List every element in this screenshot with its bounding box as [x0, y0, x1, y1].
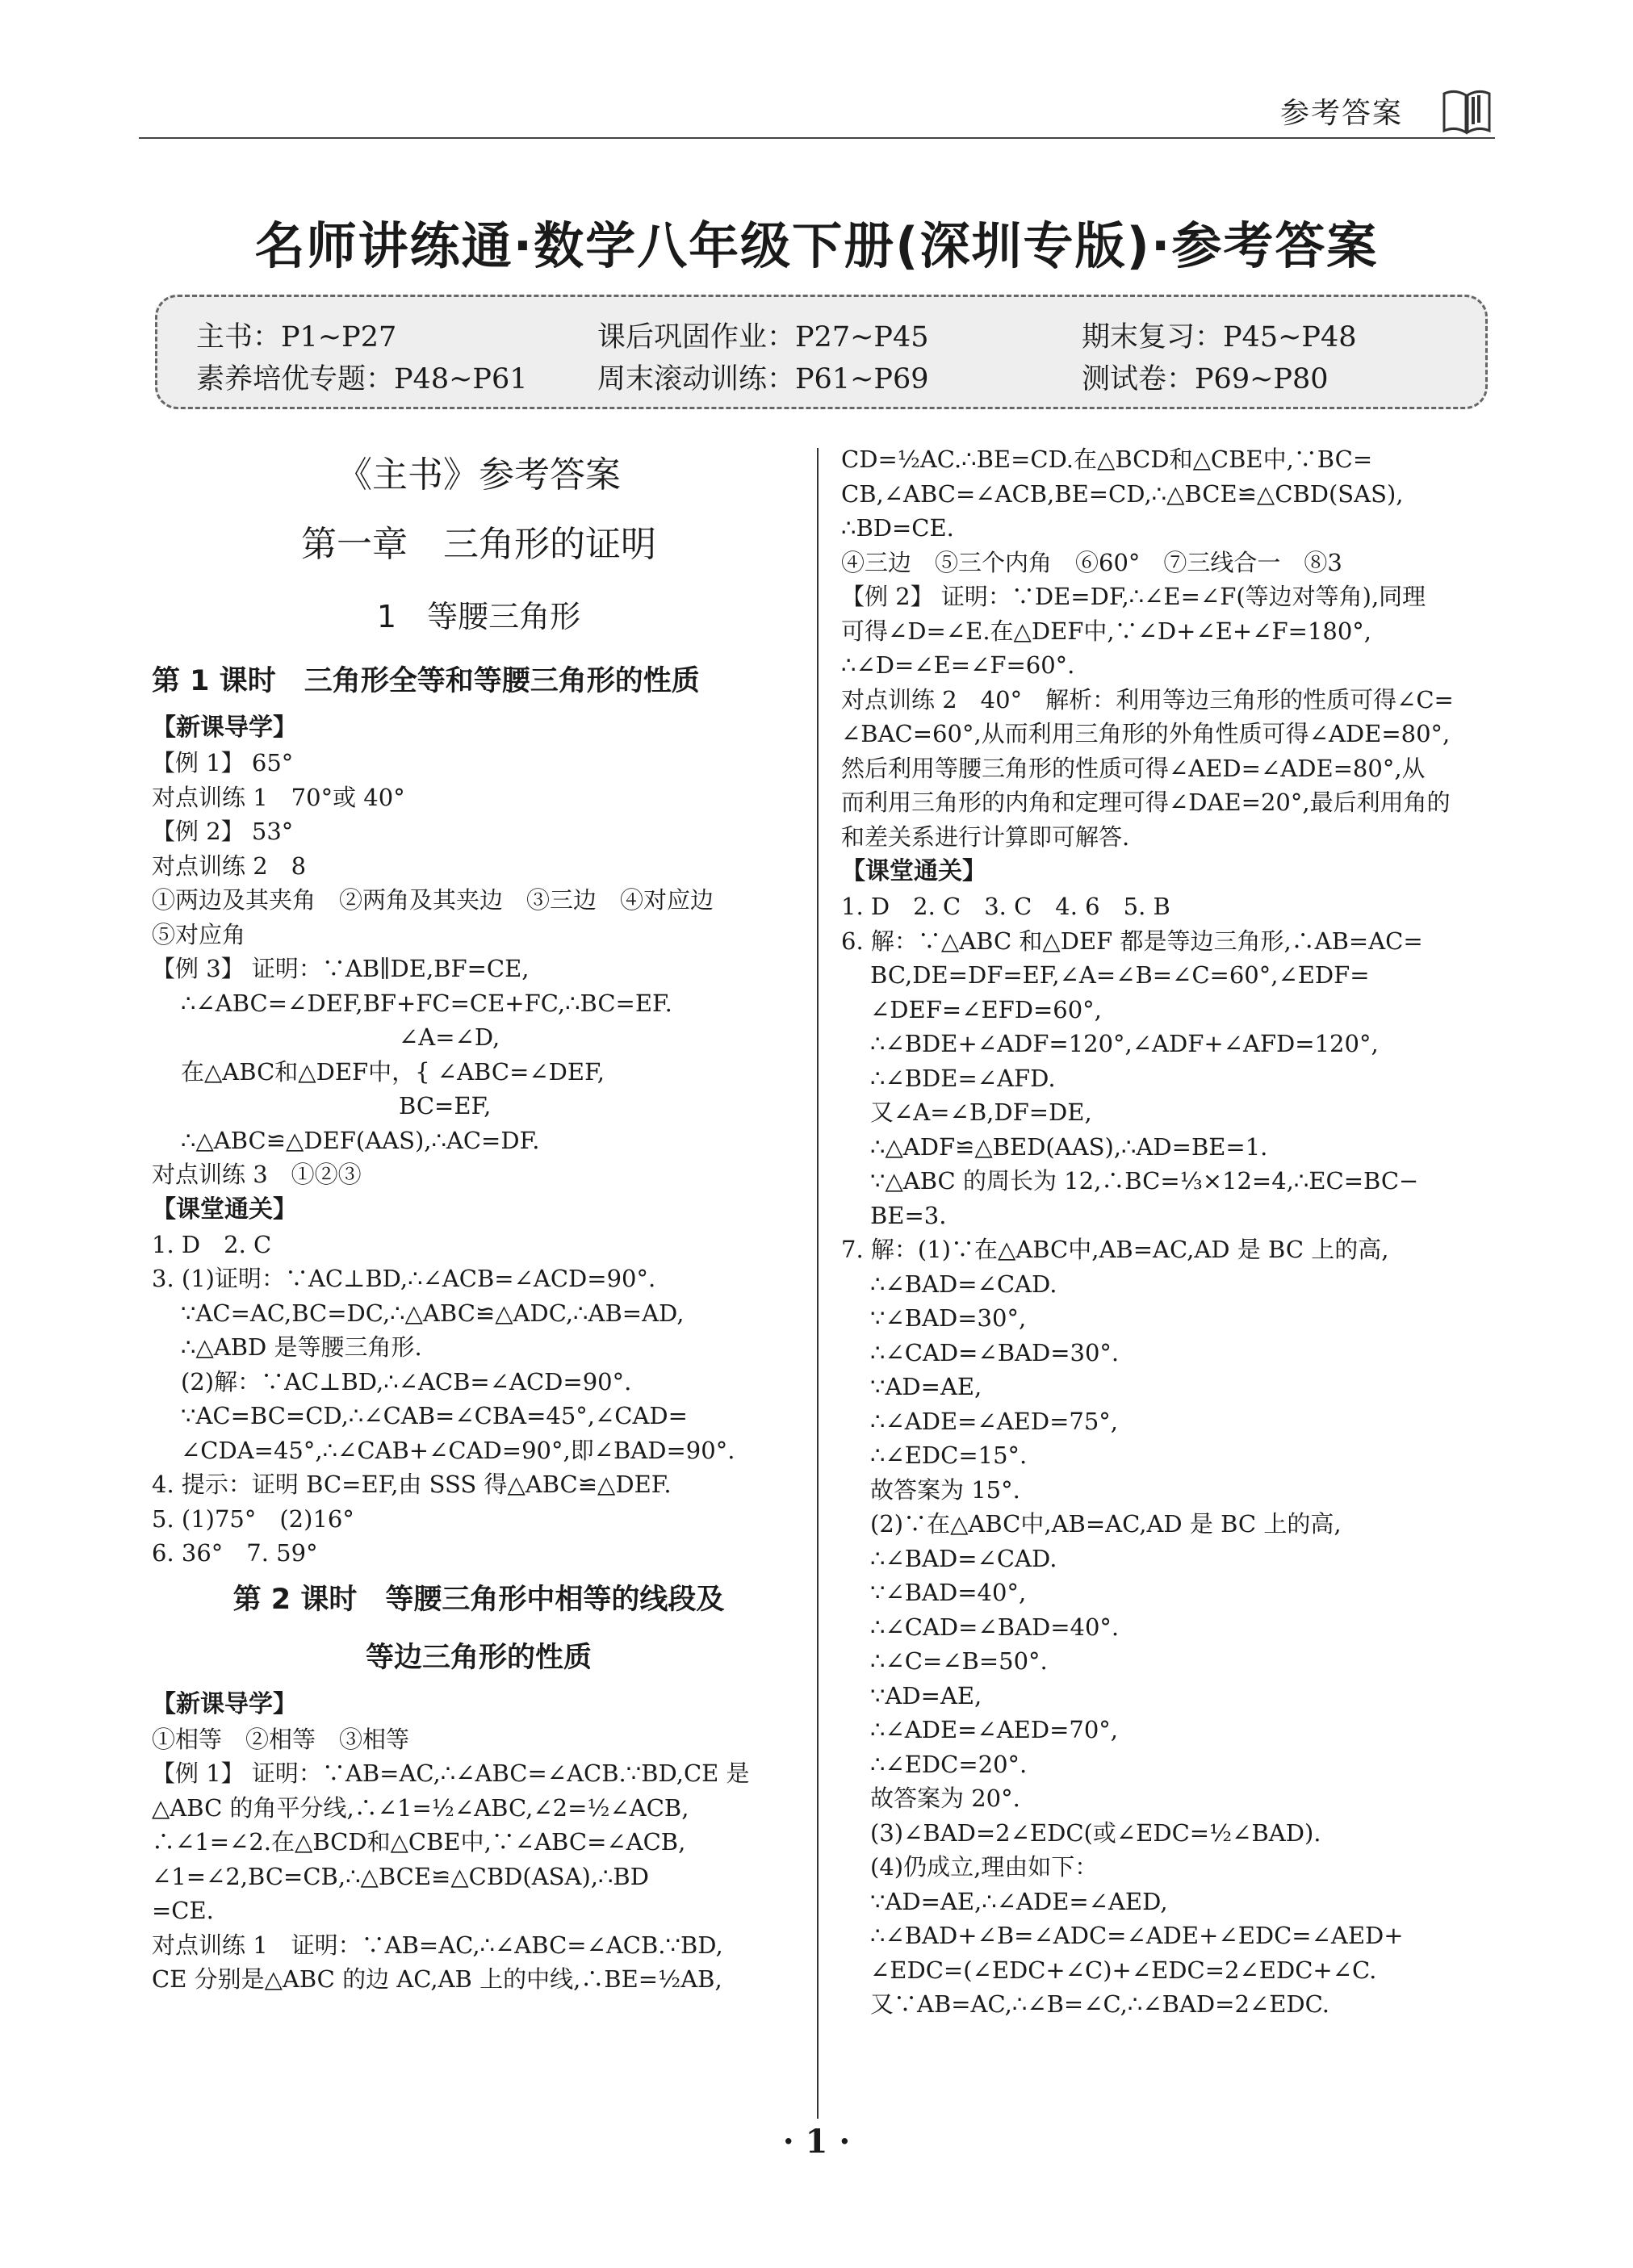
answer-line: 在△ABC和△DEF中，{ ∠ABC=∠DEF,	[181, 1057, 605, 1086]
book-icon	[1441, 87, 1493, 137]
answer-line: BC=EF,	[399, 1092, 492, 1119]
section-heading: 第一章 三角形的证明	[301, 524, 656, 565]
answer-line: ∴∠D=∠E=∠F=60°.	[841, 651, 1075, 679]
subheading: 【新课导学】	[152, 1689, 297, 1718]
answer-line: CD=½AC.∴BE=CD.在△BCD和△CBE中,∵BC=	[841, 446, 1373, 473]
answer-line: 3. (1)证明：∵AC⊥BD,∴∠ACB=∠ACD=90°.	[152, 1265, 656, 1292]
answer-line: (2)解：∵AC⊥BD,∴∠ACB=∠ACD=90°.	[181, 1367, 632, 1396]
left-column	[152, 442, 806, 1997]
answer-line: ①相等 ②相等 ③相等	[152, 1725, 410, 1753]
answer-line: 又∵AB=AC,∴∠B=∠C,∴∠BAD=2∠EDC.	[870, 1990, 1329, 2018]
answer-line: 对点训练 2 8	[152, 852, 307, 880]
answer-line: CB,∠ABC=∠ACB,BE=CD,∴△BCE≌△CBD(SAS),	[841, 479, 1404, 508]
answer-line: ∵AC=AC,BC=DC,∴△ABC≌△ADC,∴AB=AD,	[181, 1299, 685, 1327]
section-heading: 1 等腰三角形	[376, 599, 581, 634]
answer-line: 6. 36° 7. 59°	[152, 1539, 318, 1567]
answer-line: ∵AD=AE,∴∠ADE=∠AED,	[870, 1887, 1168, 1915]
answer-line: 可得∠D=∠E.在△DEF中,∵∠D+∠E+∠F=180°,	[841, 617, 1372, 645]
answer-line: ∴∠CAD=∠BAD=40°.	[870, 1613, 1120, 1641]
answer-line: ∴∠EDC=20°.	[870, 1750, 1028, 1778]
subheading: 【新课导学】	[152, 713, 297, 742]
answer-line: ∴∠CAD=∠BAD=30°.	[870, 1338, 1120, 1366]
answer-line: ∵∠BAD=30°,	[870, 1304, 1027, 1332]
index-special: 素养培优专题：P48~P61	[196, 363, 528, 395]
answer-line: ∴∠BDE=∠AFD.	[870, 1064, 1056, 1092]
answer-line: ∠EDC=(∠EDC+∠C)+∠EDC=2∠EDC+∠C.	[870, 1956, 1377, 1984]
answer-line: ①两边及其夹角 ②两角及其夹边 ③三边 ④对应边	[152, 886, 714, 914]
answer-line: ∴∠1=∠2.在△BCD和△CBE中,∵∠ABC=∠ACB,	[152, 1828, 686, 1856]
right-column	[841, 442, 1495, 2022]
answer-line: =CE.	[152, 1897, 214, 1924]
answer-line: ∴∠BAD=∠CAD.	[870, 1544, 1057, 1572]
answer-line: (2)∵在△ABC中,AB=AC,AD 是 BC 上的高,	[870, 1510, 1342, 1538]
answer-line: 【例 2】 53°	[152, 818, 294, 845]
answer-line: ∴∠BAD=∠CAD.	[870, 1270, 1057, 1298]
section-heading: 第 2 课时 等腰三角形中相等的线段及	[232, 1583, 725, 1616]
answer-line: ∵△ABC 的周长为 12,∴BC=⅓×12=4,∴EC=BC−	[870, 1167, 1419, 1195]
answer-line: 【例 3】 证明：∵AB∥DE,BF=CE,	[152, 955, 530, 982]
section-heading: 第 1 课时 三角形全等和等腰三角形的性质	[152, 665, 700, 697]
answer-line: ∴△ABD 是等腰三角形.	[181, 1333, 422, 1361]
answer-line: 又∠A=∠B,DF=DE,	[870, 1098, 1092, 1126]
subheading: 【课堂通关】	[152, 1195, 297, 1224]
column-divider	[817, 448, 819, 2119]
index-homework: 课后巩固作业：P27~P45	[597, 321, 929, 354]
answer-line: ∴△ABC≌△DEF(AAS),∴AC=DF.	[181, 1126, 540, 1154]
answer-line: 7. 解：(1)∵在△ABC中,AB=AC,AD 是 BC 上的高,	[841, 1236, 1389, 1263]
page-number: · 1 ·	[782, 2123, 851, 2161]
answer-line: ∴∠BAD+∠B=∠ADC=∠ADE+∠EDC=∠AED+	[870, 1922, 1404, 1949]
answer-line: ∵AC=BC=CD,∴∠CAB=∠CBA=45°,∠CAD=	[181, 1402, 688, 1429]
section-heading: 《主书》参考答案	[337, 454, 621, 496]
answer-line: 故答案为 20°.	[870, 1785, 1020, 1812]
answer-line: 6. 解：∵△ABC 和△DEF 都是等边三角形,∴AB=AC=	[841, 927, 1423, 955]
answer-line: 和差关系进行计算即可解答.	[841, 822, 1130, 851]
answer-line: ∴△ADF≌△BED(AAS),∴AD=BE=1.	[870, 1132, 1268, 1161]
answer-line: 【例 1】 65°	[152, 749, 294, 776]
answer-line: 1. D 2. C	[152, 1230, 272, 1258]
answer-line: ∴∠ABC=∠DEF,BF+FC=CE+FC,∴BC=EF.	[181, 989, 672, 1017]
answer-line: (4)仍成立,理由如下：	[870, 1853, 1099, 1881]
answer-line: ∠DEF=∠EFD=60°,	[870, 995, 1102, 1023]
subheading: 【课堂通关】	[841, 857, 986, 885]
answer-line: 5. (1)75° (2)16°	[152, 1504, 354, 1533]
answer-line: ∠BAC=60°,从而利用三角形的外角性质可得∠ADE=80°,	[841, 720, 1451, 747]
answer-line: ∴∠C=∠B=50°.	[870, 1647, 1048, 1675]
answer-line: ∵AD=AE,	[870, 1681, 982, 1709]
index-weekend: 周末滚动训练：P61~P69	[597, 363, 929, 395]
answer-line: CE 分别是△ABC 的边 AC,AB 上的中线,∴BE=½AB,	[152, 1965, 722, 1993]
answer-line: BE=3.	[870, 1201, 947, 1229]
answer-line: 而利用三角形的内角和定理可得∠DAE=20°,最后利用角的	[841, 789, 1451, 816]
index-main-book: 主书：P1~P27	[196, 321, 397, 354]
answer-line: 故答案为 15°.	[870, 1475, 1020, 1504]
header-label: 参考答案	[1280, 97, 1404, 130]
answer-line: ∴∠ADE=∠AED=70°,	[870, 1716, 1118, 1743]
answer-line: (3)∠BAD=2∠EDC(或∠EDC=½∠BAD).	[870, 1818, 1321, 1847]
answer-line: 【例 2】 证明：∵DE=DF,∴∠E=∠F(等边对等角),同理	[841, 583, 1426, 610]
answer-line: ∠CDA=45°,∴∠CAB+∠CAD=90°,即∠BAD=90°.	[181, 1436, 735, 1464]
section-heading: 等边三角形的性质	[365, 1641, 592, 1674]
answer-line: ∴∠BDE+∠ADF=120°,∠ADF+∠AFD=120°,	[870, 1030, 1379, 1057]
answer-line: 对点训练 1 70°或 40°	[152, 783, 405, 811]
answer-line: ∵∠BAD=40°,	[870, 1579, 1027, 1606]
answer-line: 对点训练 2 40° 解析：利用等边三角形的性质可得∠C=	[841, 685, 1454, 713]
answer-line: ∵AD=AE,	[870, 1373, 982, 1400]
answer-line: 【例 1】 证明：∵AB=AC,∴∠ABC=∠ACB.∵BD,CE 是	[152, 1760, 750, 1787]
index-final-review: 期末复习：P45~P48	[1082, 321, 1357, 354]
index-tests: 测试卷：P69~P80	[1082, 363, 1329, 395]
answer-line: 4. 提示：证明 BC=EF,由 SSS 得△ABC≌△DEF.	[152, 1471, 672, 1498]
answer-line: BC,DE=DF=EF,∠A=∠B=∠C=60°,∠EDF=	[870, 961, 1370, 989]
answer-line: 1. D 2. C 3. C 4. 6 5. B	[841, 893, 1170, 920]
answer-line: ∠A=∠D,	[399, 1023, 500, 1051]
answer-line: ⑤对应角	[152, 920, 246, 948]
answer-line: ∴∠ADE=∠AED=75°,	[870, 1407, 1118, 1435]
header-rule	[139, 137, 1495, 139]
page-title: 名师讲练通·数学八年级下册(深圳专版)·参考答案	[254, 216, 1379, 275]
answer-line: △ABC 的角平分线,∴∠1=½∠ABC,∠2=½∠ACB,	[152, 1793, 689, 1822]
answer-line: 对点训练 3 ①②③	[152, 1161, 362, 1188]
answer-line: 对点训练 1 证明：∵AB=AC,∴∠ABC=∠ACB.∵BD,	[152, 1931, 723, 1959]
answer-line: ∴∠EDC=15°.	[870, 1442, 1028, 1469]
answer-line: 然后利用等腰三角形的性质可得∠AED=∠ADE=80°,从	[841, 754, 1426, 782]
answer-line: ∴BD=CE.	[841, 514, 954, 542]
answer-line: ④三边 ⑤三个内角 ⑥60° ⑦三线合一 ⑧3	[841, 548, 1342, 576]
answer-line: ∠1=∠2,BC=CB,∴△BCE≌△CBD(ASA),∴BD	[152, 1862, 649, 1890]
index-box	[155, 295, 1488, 409]
